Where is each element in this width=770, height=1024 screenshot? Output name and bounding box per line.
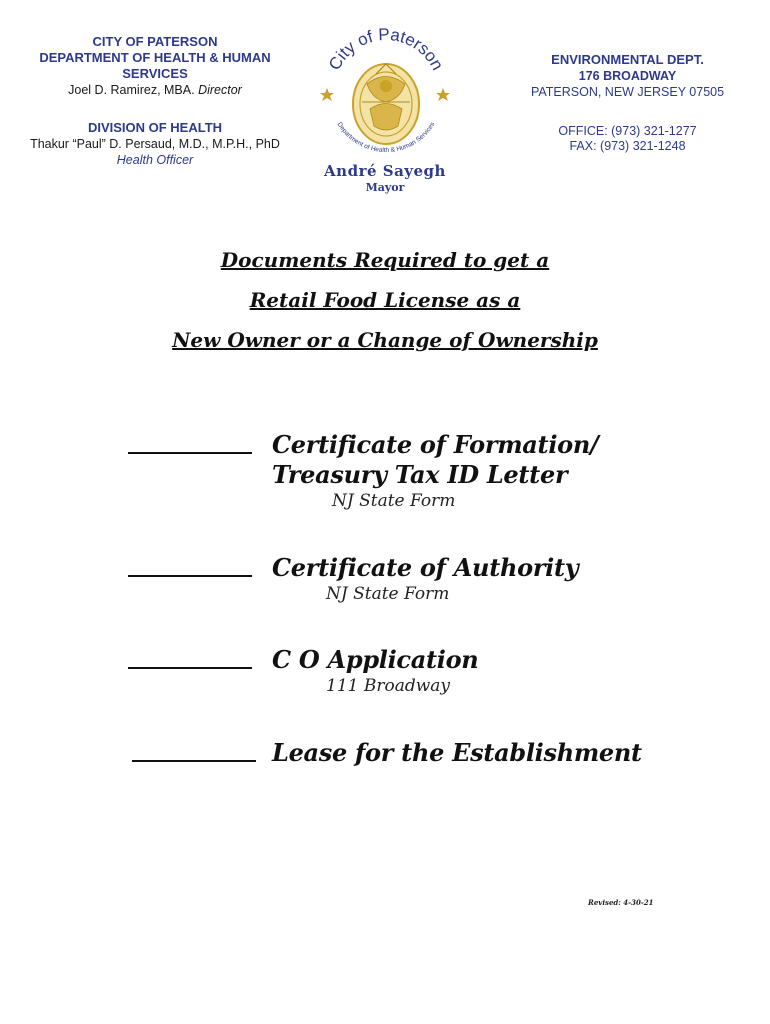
seal-emblem: [353, 64, 419, 144]
seal-top-text: City of Paterson: [324, 24, 448, 74]
city-state-zip: PATERSON, NEW JERSEY 07505: [530, 85, 725, 99]
checklist-item-title-line-2: Treasury Tax ID Letter: [272, 460, 568, 489]
checklist-item-title: [272, 430, 732, 490]
title-line-1: Documents Required to get a: [220, 248, 550, 272]
revised-date: Revised: 4-30-21: [588, 898, 654, 907]
city-seal-logo: [312, 14, 457, 164]
department-name: DEPARTMENT OF HEALTH & HUMAN SERVICES: [39, 50, 271, 81]
health-officer-title: Health Officer: [116, 153, 194, 167]
checklist-item-subtitle: 111 Broadway: [326, 676, 451, 696]
checkbox-blank-line[interactable]: [128, 553, 252, 577]
checkbox-blank-line[interactable]: [132, 738, 256, 762]
city-name: CITY OF PATERSON: [92, 34, 218, 49]
title-line-2: Retail Food License as a: [249, 288, 521, 312]
seal-star-right-icon: [436, 88, 450, 101]
checklist-item-title-line-1: Certificate of Formation/: [272, 430, 599, 459]
title-line-3: New Owner or a Change of Ownership: [172, 328, 598, 352]
mayor-title: Mayor: [365, 181, 405, 194]
director-line: [10, 82, 300, 98]
header-right-block: [505, 52, 750, 154]
office-phone: OFFICE: (973) 321-1277: [558, 124, 697, 138]
health-officer-name: Thakur “Paul” D. Persaud, M.D., M.P.H., PhD: [30, 137, 280, 151]
header-left-block: [10, 34, 300, 168]
mayor-name: André Sayegh: [324, 162, 446, 180]
street-address: 176 BROADWAY: [578, 69, 677, 83]
seal-bottom-text: Department of Health & Human Services: [335, 121, 437, 155]
environmental-dept-name: ENVIRONMENTAL DEPT.: [551, 52, 704, 67]
checklist-item-title: Lease for the Establishment: [272, 738, 642, 767]
seal-star-left-icon: [320, 88, 334, 101]
document-title: [0, 240, 770, 360]
fax-number: FAX: (973) 321-1248: [569, 139, 686, 153]
director-title: Director: [198, 83, 242, 97]
checkbox-blank-line[interactable]: [128, 645, 252, 669]
division-name: DIVISION OF HEALTH: [87, 120, 223, 135]
checklist-item-title: Certificate of Authority: [272, 553, 579, 582]
checklist-item-title: C O Application: [272, 645, 479, 674]
checklist-item-subtitle: NJ State Form: [326, 584, 450, 604]
checklist-item-subtitle: NJ State Form: [332, 491, 456, 511]
checkbox-blank-line[interactable]: [128, 430, 252, 454]
director-name: Joel D. Ramirez, MBA.: [68, 83, 195, 97]
